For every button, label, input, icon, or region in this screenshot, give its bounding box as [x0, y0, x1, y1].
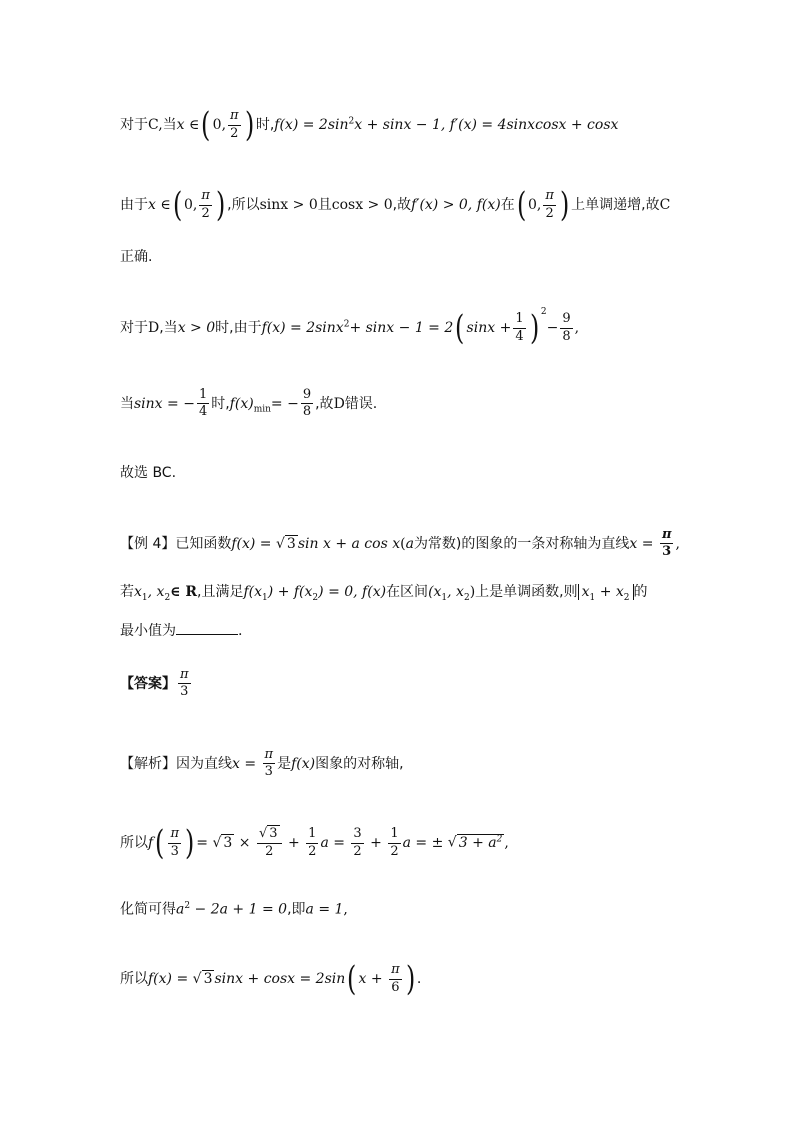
text: C [659, 197, 671, 213]
line-11: 【解析】因为直线x = $\frac{\pi}{3}$ 是f(x)图象的对称轴, [120, 747, 404, 780]
math: x > 0 [177, 320, 216, 336]
line-9 [120, 624, 242, 638]
math: sinx > 0 [259, 197, 318, 213]
text: . [238, 623, 243, 639]
text: ,故 [392, 197, 412, 213]
line-3: 正确. [120, 249, 153, 265]
math: 0, [527, 197, 542, 213]
fraction: $\frac{1}{4}$ [515, 311, 524, 344]
line-14: 所以f(x) = √ 3 sinx + cosx = 2sin( x + $\frac{\pi}{6}$ ) . [120, 959, 422, 999]
math: 0, [183, 197, 198, 213]
text: 错误. [344, 395, 378, 412]
paren: ) [215, 185, 226, 225]
answer-blank [176, 634, 238, 635]
fraction: $\frac{\pi}{2}$ [230, 108, 239, 141]
paren: ) [244, 105, 254, 145]
line-8: 若$x_1$, $x_2\in$ R,且满足$f(x_1) + f(x_2) = 0$, f(x)在区间($x_1$, $x_2$)上是单调函数,则 $x_1 + x_2$ 的 [120, 584, 648, 603]
answer-label: 【答案】 [120, 675, 176, 692]
exponent: 2 [343, 319, 350, 330]
text: 最小值为 [120, 623, 176, 639]
answer-fraction: $\frac{\pi}{3}$ [180, 667, 189, 700]
math: sinx + [466, 320, 512, 336]
line-13: 化简可得$a^2 - 2a + 1 = 0$,即a = 1, [120, 901, 348, 918]
math: f′(x) > 0, f(x) [411, 197, 501, 213]
text: 为常数)的图象的一条对称轴为直线 [413, 535, 630, 552]
text: 时, [211, 395, 230, 412]
math: x ∈ [176, 117, 200, 133]
math: f(x) = [231, 535, 276, 552]
line-2 [120, 185, 671, 225]
fraction: $\frac{\pi}{3}$ [661, 527, 672, 560]
line-6: 故选 BC. [120, 465, 177, 481]
exponent: 2 [540, 307, 547, 317]
line-12: 所以f( $\frac{\pi}{3}$ ) = √ 3 × $\frac{√ 3}{2}$ + $\frac{1}{2}$ a = $\frac{3}{2}$ + $\frac{1}{2}$ a = ± √ $3 + a^2$ , [120, 823, 509, 863]
paren: ) [529, 308, 539, 348]
text: ,故 [315, 395, 334, 412]
text: D [333, 395, 345, 412]
fraction: $\frac{9}{8}$ [302, 387, 312, 420]
text: C,当 [148, 117, 177, 133]
math: = − [270, 395, 299, 412]
text: 上单调递增,故 [571, 197, 660, 213]
text: ,所以 [227, 197, 260, 213]
math: x ∈ [148, 197, 171, 213]
text: D [148, 320, 160, 336]
subscript: min [253, 404, 271, 415]
paren: ( [455, 308, 465, 348]
math: cosx > 0 [331, 197, 393, 213]
line-7 [120, 528, 680, 560]
text: 在 [500, 197, 515, 213]
line-5 [120, 388, 377, 420]
math: f(x) = 2sin [274, 117, 349, 133]
text: , [675, 535, 680, 552]
line-1 [120, 105, 619, 145]
fraction: $\frac{\pi}{2}$ [545, 188, 554, 221]
sqrt: √ 3 [276, 535, 296, 552]
text: 由于 [120, 197, 148, 213]
math: sinx = − [134, 395, 195, 412]
paren: ) [559, 185, 570, 225]
math: a [405, 535, 414, 552]
text: 若 [120, 584, 134, 600]
exponent: 2 [348, 116, 355, 127]
math: x + sinx − 1, f′(x) = 4sinxcosx + cosx [354, 117, 619, 133]
text: 当 [120, 395, 134, 412]
analysis-label: 【解析】因为直线 [120, 755, 232, 772]
text: 且 [317, 197, 332, 213]
math: f(x) = 2sinx [261, 320, 344, 336]
math: 0, [212, 117, 227, 133]
text: 对于 [120, 117, 148, 133]
fraction: $\frac{1}{4}$ [198, 387, 208, 420]
paren: ( [201, 105, 211, 145]
line-10 [120, 668, 193, 700]
text: , [574, 320, 580, 336]
text: ( [400, 535, 406, 552]
absolute-value: $x_1 + x_2$ [578, 584, 634, 600]
line-4 [120, 307, 580, 348]
text: ,当 [159, 320, 178, 336]
math: sin x + a cos x [297, 535, 401, 552]
math: x = [629, 535, 658, 552]
text: 时,由于 [215, 320, 262, 336]
paren: ( [172, 185, 182, 225]
math: − [546, 320, 559, 336]
fraction: $\frac{9}{8}$ [562, 311, 571, 344]
math: + sinx − 1 = 2 [349, 320, 454, 336]
paren: ( [516, 185, 526, 225]
text: 对于 [120, 320, 148, 336]
math: f(x) [229, 395, 254, 412]
example-heading: 【例 4】已知函数 [120, 535, 232, 552]
text: 时, [255, 117, 275, 133]
fraction: $\frac{\pi}{2}$ [201, 188, 210, 221]
fraction: $\frac{\pi}{3}$ [264, 747, 274, 780]
